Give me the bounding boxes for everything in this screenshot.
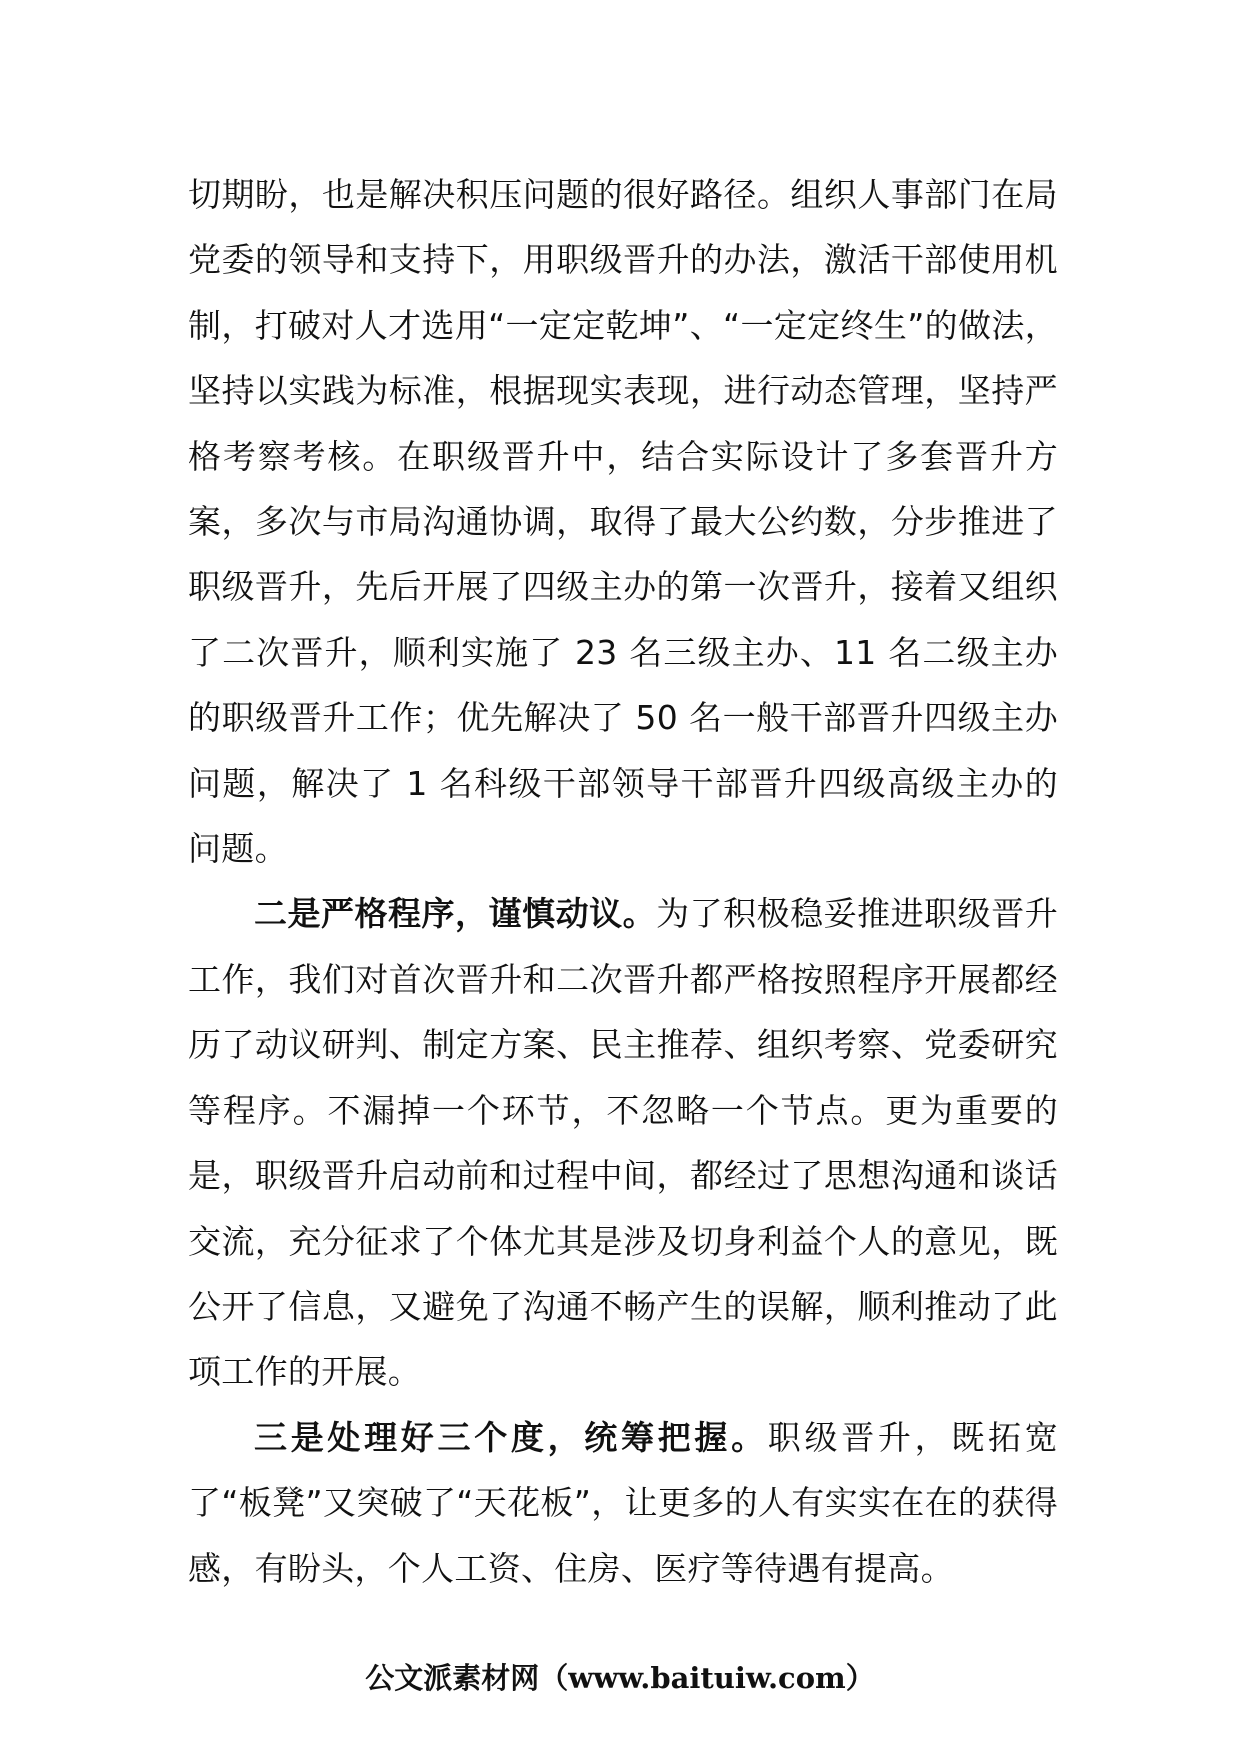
paragraph-text: 职级晋升，既拓宽了“板凳”又突破了“天花板”，让更多的人有实实在在的获得感，有盼头，个人工资、住房、医疗等待遇有提高。 (188, 1417, 1058, 1588)
paragraph-lead: 三是处理好三个度，统筹把握。 (254, 1417, 768, 1457)
paragraph-text: 为了积极稳妥推进职级晋升工作，我们对首次晋升和二次晋升都严格按照程序开展都经历了动议研判、制定方案、民主推荐、组织考察、党委研究等程序。不漏掉一个环节，不忽略一个节点。更为重要的是，职级晋升启动前和过程中间，都经过了思想沟通和谈话交流，充分征求了个体尤其是涉及切身利益个人的意见，既公开了信息，又避免了沟通不畅产生的误解，顺利推动了此项工作的开展。 (188, 894, 1058, 1392)
paragraph-lead: 二是严格程序，谨慎动议。 (254, 894, 657, 934)
document-body (188, 162, 1058, 1601)
paragraph-strict-procedure (188, 881, 1058, 1404)
paragraph-continuation (188, 162, 1058, 881)
paragraph-text: 切期盼，也是解决积压问题的很好路径。组织人事部门在局党委的领导和支持下，用职级晋升的办法，激活干部使用机制，打破对人才选用“一定定乾坤”、“一定定终生”的做法，坚持以实践为标准，根据现实表现，进行动态管理，坚持严格考察考核。在职级晋升中，结合实际设计了多套晋升方案，多次与市局沟通协调，取得了最大公约数，分步推进了职级晋升，先后开展了四级主办的第一次晋升，接着又组织了二次晋升，顺利实施了 23 名三级主办、11 名二级主办的职级晋升工作；优先解决了 50 名一般干部晋升四级主办问题，解决了 1 名科级干部领导干部晋升四级高级主办的问题。 (188, 175, 1058, 869)
footer-source: 公文派素材网（www.baituiw.com） (365, 1661, 875, 1695)
paragraph-three-degrees (188, 1405, 1058, 1601)
